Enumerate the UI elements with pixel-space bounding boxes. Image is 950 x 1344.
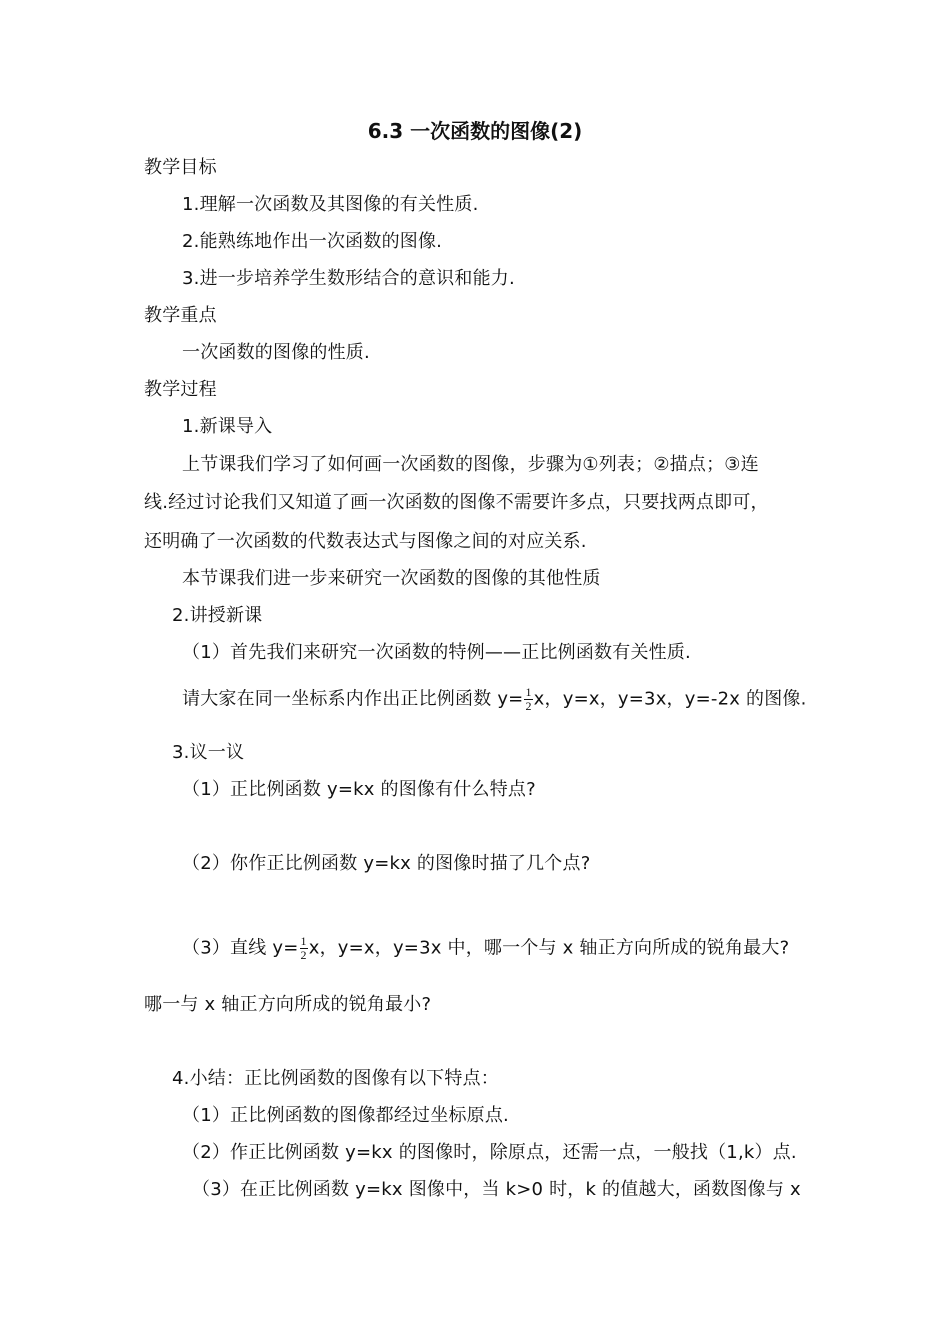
teach-item-1: （1）首先我们来研究一次函数的特例——正比例函数有关性质. — [182, 642, 691, 663]
question-1: （1）正比例函数 y=kx 的图像有什么特点? — [182, 779, 536, 800]
question-3-text-b: x，y=x，y=3x 中，哪一个与 x 轴正方向所成的锐角最大? — [308, 937, 790, 959]
teach-item-2 — [182, 686, 807, 713]
summary-item-2: （2）作正比例函数 y=kx 的图像时，除原点，还需一点，一般找（1,k）点. — [182, 1142, 797, 1163]
goal-item-3: 3.进一步培养学生数形结合的意识和能力. — [182, 268, 515, 289]
subheading-summary: 4.小结：正比例函数的图像有以下特点： — [172, 1068, 499, 1089]
section-heading-process: 教学过程 — [144, 379, 217, 400]
intro-paragraph-line-1: 上节课我们学习了如何画一次函数的图像，步骤为①列表；②描点；③连 — [182, 454, 759, 475]
goal-item-2: 2.能熟练地作出一次函数的图像. — [182, 231, 443, 252]
question-3-continuation: 哪一与 x 轴正方向所成的锐角最小? — [144, 994, 432, 1015]
summary-item-3: （3）在正比例函数 y=kx 图像中，当 k>0 时，k 的值越大，函数图像与 x — [192, 1179, 801, 1200]
fraction-one-half — [524, 686, 532, 713]
teach-item-2-text-a: 请大家在同一坐标系内作出正比例函数 y= — [182, 688, 524, 710]
fraction-denominator: 2 — [300, 948, 307, 962]
intro-paragraph-line-2: 线.经过讨论我们又知道了画一次函数的图像不需要许多点，只要找两点即可， — [144, 492, 769, 513]
subheading-intro: 1.新课导入 — [182, 416, 273, 437]
teach-item-2-text-b: x，y=x，y=3x，y=-2x 的图像. — [533, 688, 807, 710]
goal-item-1: 1.理解一次函数及其图像的有关性质. — [182, 194, 479, 215]
summary-item-1: （1）正比例函数的图像都经过坐标原点. — [182, 1105, 509, 1126]
subheading-teach: 2.讲授新课 — [172, 605, 263, 626]
subheading-discuss: 3.议一议 — [172, 742, 245, 763]
section-heading-goals: 教学目标 — [144, 157, 217, 178]
page-title: 6.3 一次函数的图像(2) — [367, 119, 583, 143]
question-3-text-a: （3）直线 y= — [182, 937, 299, 959]
intro-paragraph-line-3: 还明确了一次函数的代数表达式与图像之间的对应关系. — [144, 531, 587, 552]
fraction-numerator: 1 — [300, 934, 307, 948]
focus-item-1: 一次函数的图像的性质. — [182, 342, 370, 363]
intro-paragraph-line-4: 本节课我们进一步来研究一次函数的图像的其他性质 — [182, 568, 601, 589]
question-3 — [182, 935, 789, 962]
section-heading-focus: 教学重点 — [144, 305, 217, 326]
fraction-one-half — [300, 935, 308, 962]
fraction-numerator: 1 — [525, 685, 532, 699]
fraction-denominator: 2 — [525, 699, 532, 713]
question-2: （2）你作正比例函数 y=kx 的图像时描了几个点? — [182, 853, 591, 874]
